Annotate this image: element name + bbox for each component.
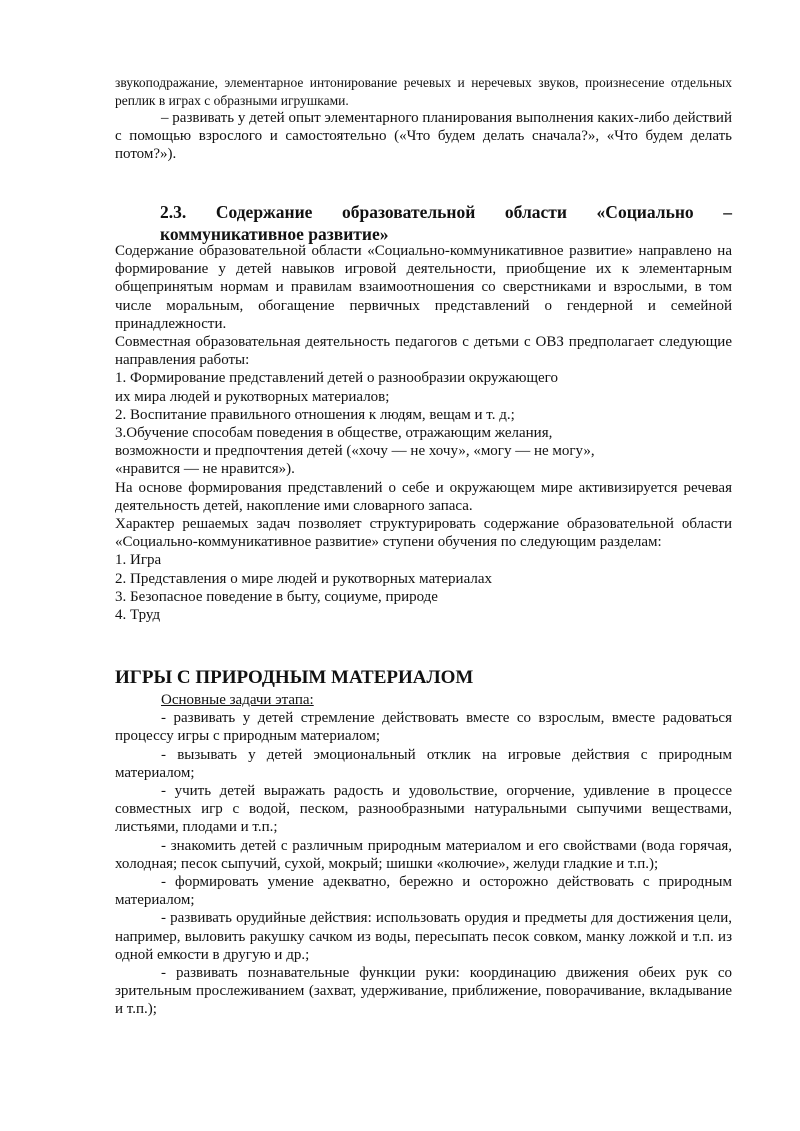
- task-item: - формировать умение адекватно, бережно и осторожно действовать с природным материалом;: [115, 874, 732, 909]
- section-heading: [160, 201, 732, 245]
- list-item-2: 2. Воспитание правильного отношения к людям, вещам и т. д.;: [115, 406, 515, 423]
- task-item: - вызывать у детей эмоциональный отклик на игровые действия с природным материалом;: [115, 746, 732, 781]
- tasks-label: Основные задачи этапа:: [161, 692, 314, 708]
- games-heading: ИГРЫ С ПРИРОДНЫМ МАТЕРИАЛОМ: [115, 667, 474, 688]
- section-item-1: 1. Игра: [115, 552, 162, 569]
- section-heading-line1: 2.3. Содержание образовательной области «Социально –: [160, 202, 732, 222]
- list-item-3a: 3.Обучение способам поведения в обществе, отражающим желания,: [115, 425, 553, 442]
- task-item: - развивать орудийные действия: использовать орудия и предметы для достижения цели, например, выловить ракушку сачком из воды, пересыпать песок совком, манку ложкой и т.п. из одной емкости в другую и др.;: [115, 910, 732, 963]
- list-item-1b: их мира людей и рукотворных материалов;: [115, 388, 390, 405]
- list-item-3c: «нравится — не нравится»).: [115, 461, 295, 478]
- paragraph-planning: – развивать у детей опыт элементарного планирования выполнения каких-либо действий с помощью взрослого и самостоятельно («Что будем делать сначала?», «Что будем делать потом?»).: [115, 110, 732, 163]
- task-item: - знакомить детей с различным природным материалом и его свойствами (вода горячая, холодная; песок сыпучий, сухой, мокрый; шишки «колючие», желуди гладкие и т.п.);: [115, 837, 732, 872]
- paragraph-speech: На основе формирования представлений о себе и окружающем мире активизируется речевая деятельность детей, накопление ими словарного запаса.: [115, 479, 732, 514]
- top-text: [115, 74, 732, 164]
- section-body: [115, 242, 732, 624]
- paragraph-directions: Совместная образовательная деятельность педагогов с детьми с ОВЗ предполагает следующие направления работы:: [115, 334, 732, 369]
- task-item: - учить детей выражать радость и удовольствие, огорчение, удивление в процессе совместных игр с водой, песком, разнообразными натуральными сыпучими веществами, листьями, плодами и т.п.;: [115, 783, 732, 836]
- section-item-4: 4. Труд: [115, 607, 161, 624]
- task-item: - развивать у детей стремление действовать вместе со взрослым, вместе радоваться процессу игры с природным материалом;: [115, 710, 732, 745]
- paragraph-continuation: звукоподражание, элементарное интонирование речевых и неречевых звуков, произнесение отдельных реплик в играх с образными игрушками.: [115, 75, 732, 108]
- section-item-2: 2. Представления о мире людей и рукотворных материалах: [115, 570, 493, 587]
- list-item-1a: 1. Формирование представлений детей о разнообразии окружающего: [115, 370, 558, 387]
- task-item: - развивать познавательные функции руки: координацию движения обеих рук со зрительным прослеживанием (захват, удерживание, приближение, поворачивание, вкладывание и т.п.);: [115, 965, 732, 1018]
- games-body: [115, 691, 732, 1019]
- section-heading-line2: коммуникативное развитие»: [160, 224, 389, 244]
- section-item-3: 3. Безопасное поведение в быту, социуме, природе: [115, 588, 438, 605]
- list-item-3b: возможности и предпочтения детей («хочу — не хочу», «могу — не могу»,: [115, 443, 595, 460]
- paragraph-content: Содержание образовательной области «Социально-коммуникативное развитие» направлено на формирование у детей навыков игровой деятельности, приобщение их к элементарным общепринятым нормам и правилам взаимоотношения со сверстниками и взрослыми, в том числе моральным, обогащение первичных представлений о гендерной и семейной принадлежности.: [115, 243, 732, 332]
- paragraph-structure: Характер решаемых задач позволяет структурировать содержание образовательной области «Социально-коммуникативное развитие» ступени обучения по следующим разделам:: [115, 516, 732, 551]
